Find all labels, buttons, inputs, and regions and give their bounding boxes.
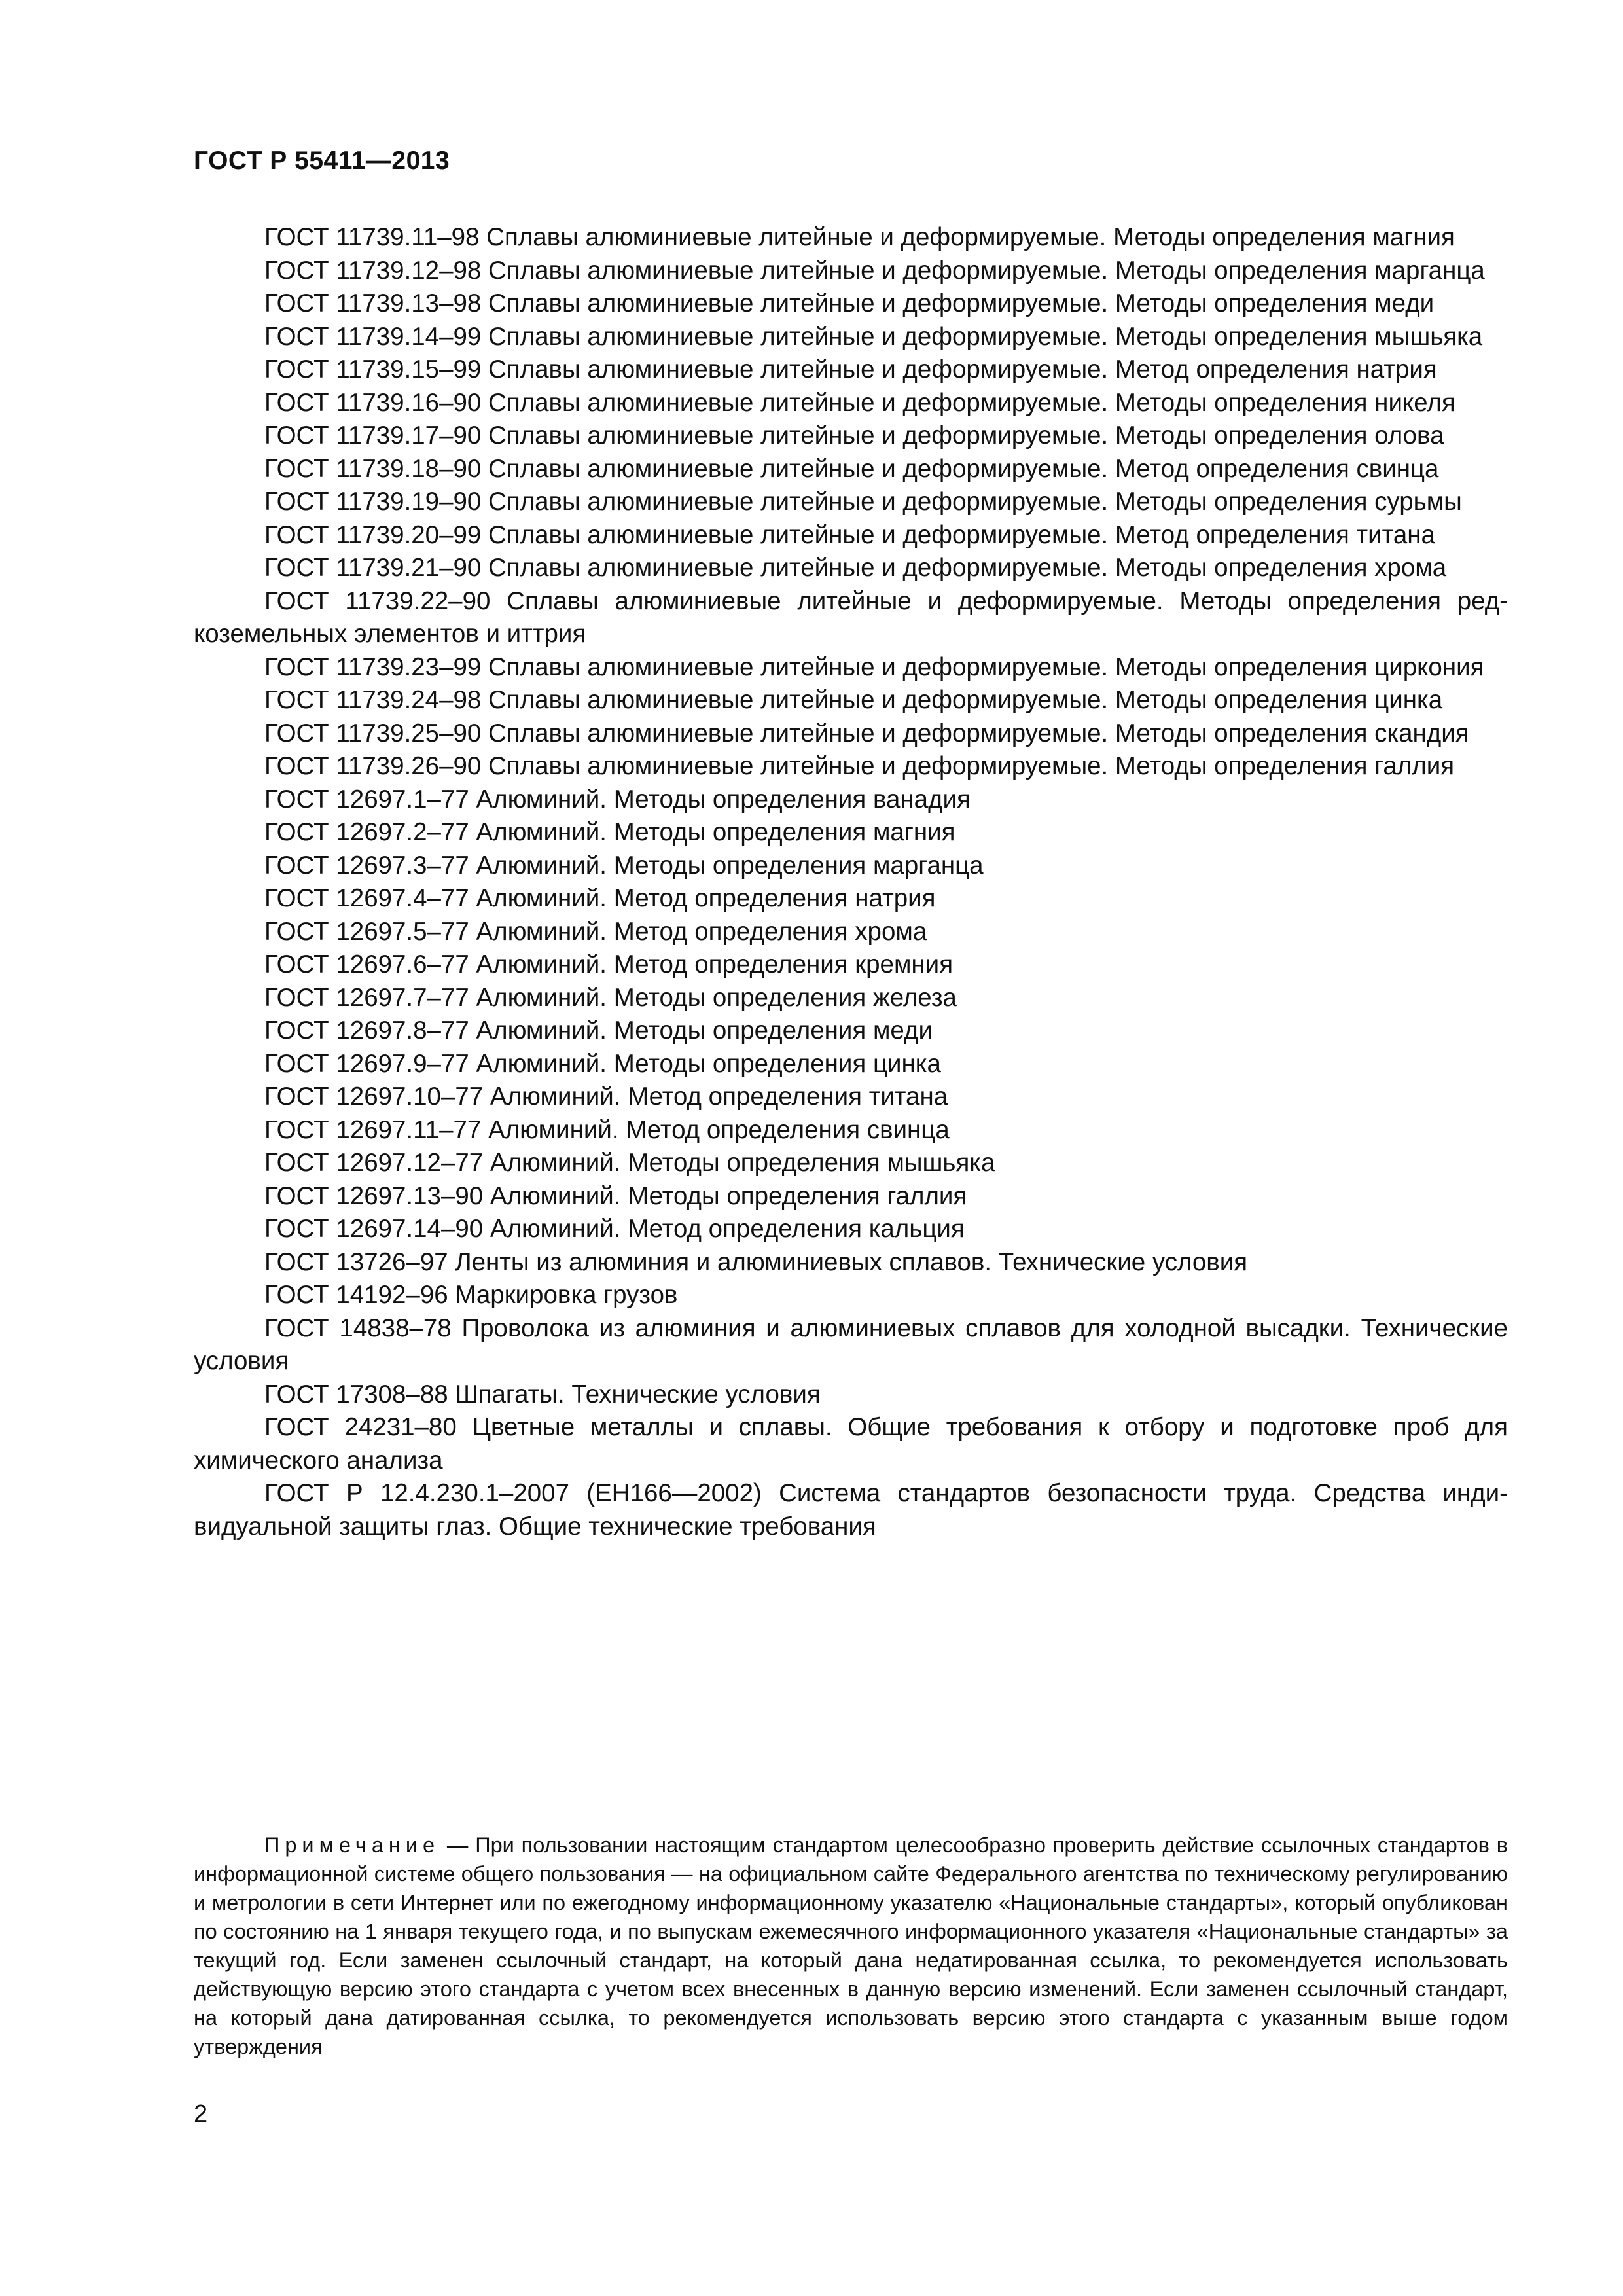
reference-item: ГОСТ 12697.11–77 Алюминий. Метод определения свинца xyxy=(264,1115,950,1144)
reference-item: ГОСТ 12697.5–77 Алюминий. Метод определения хрома xyxy=(264,917,927,946)
reference-item: ГОСТ 24231–80 Цветные металлы и сплавы. Общие требования к отбору и подготовке проб для химического анализа xyxy=(194,1413,1508,1475)
note-label: Примечание xyxy=(264,1833,440,1857)
reference-item: ГОСТ 11739.18–90 Сплавы алюминиевые литейные и деформируемые. Метод определения свинца xyxy=(264,454,1439,483)
reference-item: ГОСТ 11739.16–90 Сплавы алюминиевые литейные и деформируемые. Методы определения никеля xyxy=(264,388,1455,417)
reference-item: ГОСТ 12697.4–77 Алюминий. Метод определения натрия xyxy=(264,884,936,912)
reference-item: ГОСТ 12697.12–77 Алюминий. Методы определения мышьяка xyxy=(264,1149,995,1177)
reference-item: ГОСТ 11739.26–90 Сплавы алюминиевые литейные и деформируемые. Методы определения галлия xyxy=(264,752,1455,780)
reference-item: ГОСТ 12697.1–77 Алюминий. Методы определения ванадия xyxy=(264,785,971,814)
reference-item: ГОСТ 11739.25–90 Сплавы алюминиевые литейные и деформируемые. Методы определения скандия xyxy=(264,719,1469,747)
reference-item: ГОСТ 12697.14–90 Алюминий. Метод определения кальция xyxy=(264,1215,965,1243)
reference-item: ГОСТ 13726–97 Ленты из алюминия и алюминиевых сплавов. Технические условия xyxy=(264,1247,1248,1276)
reference-item: ГОСТ 11739.22–90 Сплавы алюминиевые литейные и деформируемые. Методы определения редкоземельных элементов и иттрия xyxy=(194,586,1508,648)
reference-item: ГОСТ 11739.11–98 Сплавы алюминиевые литейные и деформируемые. Методы определения магния xyxy=(264,223,1455,251)
document-header: ГОСТ Р 55411—2013 xyxy=(194,147,450,175)
reference-item: ГОСТ 17308–88 Шпагаты. Технические условия xyxy=(264,1380,821,1408)
reference-item: ГОСТ Р 12.4.230.1–2007 (ЕН166—2002) Система стандартов безопасности труда. Средства индивидуальной защиты глаз. Общие технические требования xyxy=(194,1479,1508,1541)
reference-item: ГОСТ 11739.23–99 Сплавы алюминиевые литейные и деформируемые. Методы определения циркония xyxy=(264,653,1484,681)
reference-item: ГОСТ 12697.3–77 Алюминий. Методы определения марганца xyxy=(264,851,984,880)
reference-item: ГОСТ 11739.24–98 Сплавы алюминиевые литейные и деформируемые. Методы определения цинка xyxy=(264,686,1443,714)
reference-item: ГОСТ 12697.6–77 Алюминий. Метод определения кремния xyxy=(264,950,954,978)
reference-item: ГОСТ 11739.12–98 Сплавы алюминиевые литейные и деформируемые. Методы определения марганца xyxy=(264,256,1485,285)
reference-item: ГОСТ 11739.20–99 Сплавы алюминиевые литейные и деформируемые. Метод определения титана xyxy=(264,520,1435,549)
reference-item: ГОСТ 12697.8–77 Алюминий. Методы определения меди xyxy=(264,1016,933,1045)
page-number: 2 xyxy=(194,2100,208,2128)
reference-item: ГОСТ 12697.13–90 Алюминий. Методы определения галлия xyxy=(264,1181,967,1210)
note-text: — При пользовании настоящим стандартом целесообразно проверить действие ссылочных стандартов в информационной системе общего пользования — на официальном сайте Федерального агентства по техническому регулированию и метрологии в сети Интернет или по ежегодному информационному указателю «Национальные стандарты», который опубликован по состоянию на 1 января текущего года, и по выпускам ежемесячного информационного указателя «Национальные стандарты» за текущий год. Если заменен ссылочный стандарт, на который дана недатированная ссылка, то рекомендуется использовать действующую версию этого стандарта с учетом всех внесенных в данную версию изменений. Если заменен ссылочный стандарт, на который дана датированная ссылка, то рекомендуется использовать версию этого стандарта с указанным выше годом утверждения xyxy=(194,1833,1508,2058)
reference-item: ГОСТ 12697.2–77 Алюминий. Методы определения магния xyxy=(264,818,955,846)
reference-item: ГОСТ 14838–78 Проволока из алюминия и алюминиевых сплавов для холодной высадки. Технические условия xyxy=(194,1314,1508,1375)
reference-item: ГОСТ 11739.14–99 Сплавы алюминиевые литейные и деформируемые. Методы определения мышьяка xyxy=(264,322,1483,351)
reference-item: ГОСТ 12697.10–77 Алюминий. Метод определения титана xyxy=(264,1083,948,1111)
reference-item: ГОСТ 12697.7–77 Алюминий. Методы определения железа xyxy=(264,983,957,1012)
reference-item: ГОСТ 12697.9–77 Алюминий. Методы определения цинка xyxy=(264,1049,941,1078)
reference-list xyxy=(194,221,1508,1543)
note-paragraph xyxy=(194,1831,1508,2061)
reference-item: ГОСТ 11739.19–90 Сплавы алюминиевые литейные и деформируемые. Методы определения сурьмы xyxy=(264,488,1462,516)
reference-item: ГОСТ 11739.21–90 Сплавы алюминиевые литейные и деформируемые. Методы определения хрома xyxy=(264,554,1447,582)
reference-item: ГОСТ 14192–96 Маркировка грузов xyxy=(264,1281,678,1309)
reference-item: ГОСТ 11739.17–90 Сплавы алюминиевые литейные и деформируемые. Методы определения олова xyxy=(264,422,1444,450)
reference-item: ГОСТ 11739.13–98 Сплавы алюминиевые литейные и деформируемые. Методы определения меди xyxy=(264,289,1435,317)
reference-item: ГОСТ 11739.15–99 Сплавы алюминиевые литейные и деформируемые. Метод определения натрия xyxy=(264,355,1437,384)
